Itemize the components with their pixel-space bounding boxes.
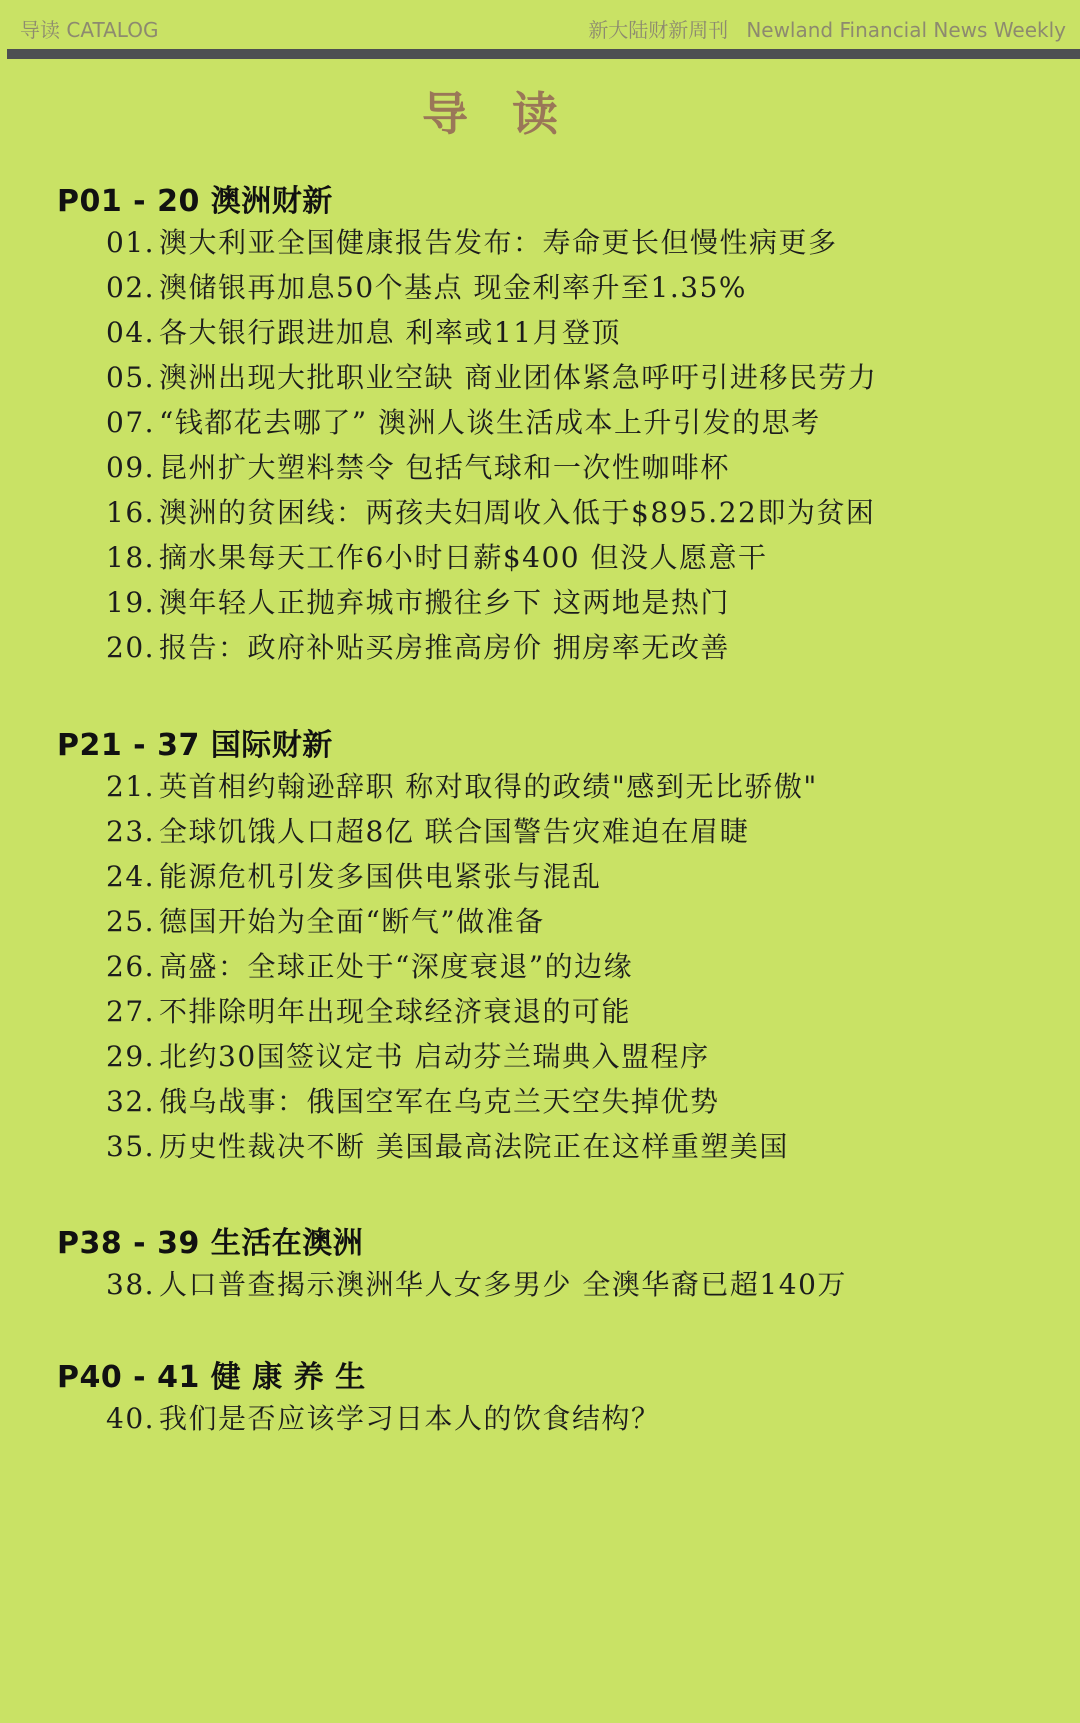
- entry-number: 05.: [106, 361, 156, 394]
- publication-name-cn: 新大陆财新周刊: [588, 18, 729, 42]
- toc-entry[interactable]: [106, 1125, 789, 1165]
- header-divider: [7, 49, 1080, 59]
- entry-title: 澳洲出现大批职业空缺 商业团体紧急呼吁引进移民劳力: [159, 361, 878, 394]
- section-heading: P40 - 41 健 康 养 生: [57, 1360, 366, 1395]
- entry-number: 26.: [106, 950, 156, 983]
- entry-title: 昆州扩大塑料禁令 包括气球和一次性咖啡杯: [159, 451, 730, 484]
- section-heading: P21 - 37 国际财新: [57, 728, 333, 763]
- entry-number: 02.: [106, 271, 156, 304]
- entry-number: 27.: [106, 995, 156, 1028]
- toc-entry[interactable]: [106, 990, 631, 1030]
- toc-entry[interactable]: [106, 945, 633, 985]
- entry-number: 21.: [106, 770, 156, 803]
- entry-number: 07.: [106, 406, 156, 439]
- entry-number: 40.: [106, 1402, 156, 1435]
- entry-title: 报告：政府补贴买房推高房价 拥房率无改善: [159, 631, 730, 664]
- publication-name: [588, 14, 1066, 43]
- toc-entry[interactable]: [106, 1397, 661, 1437]
- section-heading: P38 - 39 生活在澳洲: [57, 1226, 364, 1261]
- toc-entry[interactable]: [106, 311, 621, 351]
- toc-entry[interactable]: [106, 536, 768, 576]
- entry-title: 高盛：全球正处于“深度衰退”的边缘: [159, 950, 634, 983]
- entry-title: 澳洲的贫困线：两孩夫妇周收入低于$895.22即为贫困: [159, 496, 876, 529]
- page-title: 导读: [422, 87, 602, 141]
- entry-title: 能源危机引发多国供电紧张与混乱: [159, 860, 602, 893]
- header-bar: [0, 0, 1080, 50]
- entry-title: 英首相约翰逊辞职 称对取得的政绩"感到无比骄傲": [159, 770, 818, 803]
- entry-title: 澳年轻人正抛弃城市搬往乡下 这两地是热门: [159, 586, 730, 619]
- entry-title: 我们是否应该学习日本人的饮食结构？: [159, 1402, 661, 1435]
- entry-title: 各大银行跟进加息 利率或11月登顶: [159, 316, 622, 349]
- entry-number: 01.: [106, 226, 156, 259]
- entry-number: 19.: [106, 586, 156, 619]
- entry-title: 摘水果每天工作6小时日薪$400 但没人愿意干: [159, 541, 768, 574]
- entry-number: 35.: [106, 1130, 156, 1163]
- entry-number: 29.: [106, 1040, 156, 1073]
- toc-entry[interactable]: [106, 491, 875, 531]
- entry-title: “钱都花去哪了” 澳洲人谈生活成本上升引发的思考: [159, 406, 821, 439]
- toc-entry[interactable]: [106, 1080, 720, 1120]
- toc-entry[interactable]: [106, 401, 821, 441]
- section-heading: P01 - 20 澳洲财新: [57, 184, 333, 219]
- toc-entry[interactable]: [106, 581, 730, 621]
- entry-number: 20.: [106, 631, 156, 664]
- publication-name-en: Newland Financial News Weekly: [746, 18, 1066, 42]
- entry-number: 16.: [106, 496, 156, 529]
- entry-number: 09.: [106, 451, 156, 484]
- toc-entry[interactable]: [106, 266, 747, 306]
- toc-entry[interactable]: [106, 810, 749, 850]
- entry-number: 18.: [106, 541, 156, 574]
- entry-title: 澳大利亚全国健康报告发布：寿命更长但慢性病更多: [159, 226, 838, 259]
- entry-number: 32.: [106, 1085, 156, 1118]
- entry-number: 23.: [106, 815, 156, 848]
- entry-number: 24.: [106, 860, 156, 893]
- entry-title: 不排除明年出现全球经济衰退的可能: [159, 995, 632, 1028]
- toc-entry[interactable]: [106, 221, 838, 261]
- entry-title: 全球饥饿人口超8亿 联合国警告灾难迫在眉睫: [159, 815, 750, 848]
- toc-entry[interactable]: [106, 765, 818, 805]
- entry-number: 04.: [106, 316, 156, 349]
- entry-title: 人口普查揭示澳洲华人女多男少 全澳华裔已超140万: [159, 1268, 847, 1301]
- entry-title: 历史性裁决不断 美国最高法院正在这样重塑美国: [159, 1130, 789, 1163]
- entry-title: 俄乌战事：俄国空军在乌克兰天空失掉优势: [159, 1085, 720, 1118]
- entry-title: 德国开始为全面“断气”做准备: [159, 905, 545, 938]
- toc-entry[interactable]: [106, 1263, 847, 1303]
- entry-number: 25.: [106, 905, 156, 938]
- catalog-label: 导读 CATALOG: [20, 18, 159, 42]
- entry-number: 38.: [106, 1268, 156, 1301]
- toc-entry[interactable]: [106, 626, 730, 666]
- toc-entry[interactable]: [106, 900, 545, 940]
- toc-entry[interactable]: [106, 446, 730, 486]
- toc-entry[interactable]: [106, 855, 602, 895]
- entry-title: 澳储银再加息50个基点 现金利率升至1.35%: [159, 271, 748, 304]
- toc-entry[interactable]: [106, 356, 877, 396]
- toc-entry[interactable]: [106, 1035, 710, 1075]
- entry-title: 北约30国签议定书 启动芬兰瑞典入盟程序: [159, 1040, 710, 1073]
